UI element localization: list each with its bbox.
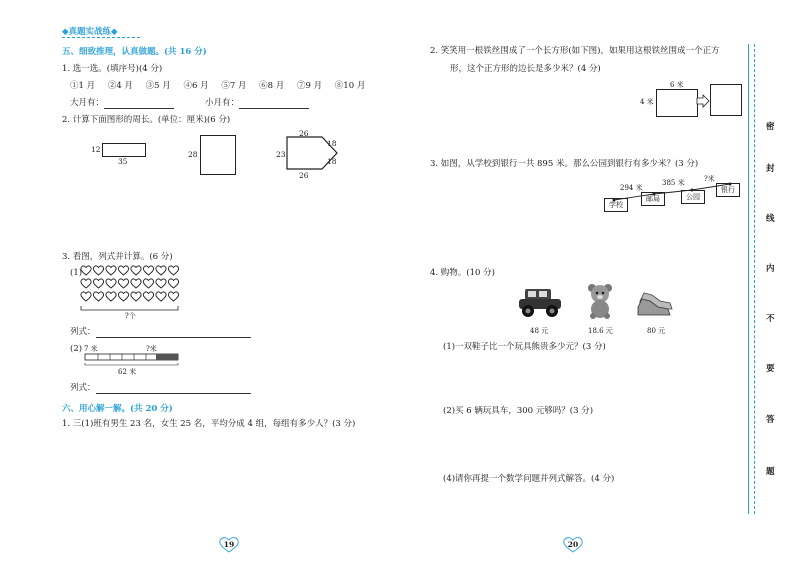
fig3-top-label: 26: [299, 129, 309, 138]
big-month-blank[interactable]: [104, 99, 174, 109]
fig2-left-label: 28: [188, 150, 198, 159]
formula1-blank[interactable]: [96, 328, 251, 338]
heart-icon: [168, 279, 178, 288]
route-d1: 294 米: [620, 184, 643, 192]
r-q4-1: (1)一双鞋子比一个玩具熊贵多少元？(3 分): [443, 342, 606, 352]
price-bear: 18.6 元: [588, 327, 613, 335]
r-q3: 3. 如图，从学校到银行一共 895 米。那么公园到银行有多少米？(3 分): [430, 159, 699, 169]
price-shoes: 80 元: [647, 327, 666, 335]
option: ④6 月: [183, 81, 209, 91]
r-q2-line1: 2. 笑笑用一根铁丝围成了一个长方形(如下图)，如果用这根铁丝围成一个正方: [430, 46, 720, 56]
toy-car-icon: [517, 283, 563, 319]
price-car: 48 元: [530, 327, 549, 335]
small-month-label: 小月有：: [205, 98, 240, 108]
option: ⑥8 月: [259, 81, 285, 91]
heart-icon: [93, 266, 103, 275]
q2-title: 2. 计算下面图形的周长。(单位：厘米)(6 分): [62, 115, 231, 125]
small-month-row: [205, 98, 309, 109]
heart-icon: [156, 266, 166, 275]
teddy-bear-icon: [585, 283, 615, 319]
heart-icon: [118, 266, 128, 275]
seal-char: 内: [766, 264, 775, 274]
formula2-label: 列式：: [70, 383, 96, 393]
heart-icon: [168, 292, 178, 301]
heart-icon: [93, 292, 103, 301]
section6-title: 六、用心解一解。(共 20 分): [62, 404, 173, 414]
part1-label: (1): [70, 268, 83, 278]
heart-icon: [143, 279, 153, 288]
rect-left-label: 4 米: [640, 98, 654, 106]
option: ①1 月: [70, 81, 96, 91]
badge-underline: [62, 37, 140, 38]
place-postoffice: 邮局: [641, 192, 665, 206]
arrow-icon: [696, 94, 710, 108]
heart-icon: [106, 292, 116, 301]
route-d2: 385 米: [662, 179, 685, 187]
heart-icon: [93, 279, 103, 288]
heart-icon: [131, 279, 141, 288]
fig1-bottom-label: 35: [118, 157, 128, 166]
heart-icon: [81, 292, 91, 301]
rect-top-label: 6 米: [670, 81, 684, 89]
heart-icon: [118, 279, 128, 288]
formula1-label: 列式：: [70, 327, 96, 337]
fig3-right-top-label: 18: [327, 139, 337, 148]
heart-icon: [143, 292, 153, 301]
r-q4-2: (2)买 6 辆玩具车，300 元够吗？(3 分): [443, 406, 594, 416]
heart-icon: [143, 266, 153, 275]
route-d3: ?米: [704, 175, 715, 183]
seal-char: 题: [766, 467, 775, 477]
heart-icon: [131, 266, 141, 275]
total-label: 62 米: [118, 368, 137, 376]
rectangle-figure: [102, 143, 146, 157]
page-number-left: 19: [223, 540, 235, 549]
section5-title: 五、细致推理，认真做题。(共 16 分): [62, 47, 207, 57]
seg-b-label: ?米: [146, 345, 157, 353]
heart-icon: [118, 292, 128, 301]
seal-char: 密: [766, 122, 775, 132]
option: ⑦9 月: [296, 81, 323, 91]
place-bank: 银行: [716, 183, 740, 197]
section-badge: ◆真题实战练◆: [62, 27, 118, 37]
r-q2-line2: 形，这个正方形的边长是多少米？(4 分): [450, 64, 601, 74]
seal-char: 不: [766, 314, 775, 324]
wire-rectangle: [656, 89, 698, 117]
seal-char: 线: [766, 214, 775, 224]
heart-icon: [106, 279, 116, 288]
seal-line-outer: [748, 44, 749, 514]
heart-icon: [156, 292, 166, 301]
part2-label: (2): [70, 344, 83, 354]
seal-char: 答: [766, 415, 775, 425]
big-month-label: 大月有：: [70, 98, 105, 108]
heart-icon: [168, 266, 178, 275]
formula2-blank[interactable]: [96, 384, 251, 394]
seal-char: 要: [766, 364, 775, 374]
heart-icon: [131, 292, 141, 301]
big-month-row: [70, 98, 174, 109]
seal-char: 封: [766, 164, 775, 174]
place-school: 学校: [604, 198, 628, 212]
s6-q1: 1. 三(1)班有男生 23 名，女生 25 名，平均分成 4 组，每组有多少人？(3 分): [62, 419, 356, 429]
target-square: [710, 84, 742, 116]
page-number-right: 20: [567, 540, 579, 549]
small-month-blank[interactable]: [239, 99, 309, 109]
heart-icon: [106, 266, 116, 275]
heart-icon: [81, 279, 91, 288]
seg-a-label: 7 米: [84, 345, 98, 353]
fig1-left-label: 12: [91, 145, 101, 154]
q1-title: 1. 选一选。(填序号)(4 分): [62, 64, 163, 74]
q1-options: [70, 81, 365, 92]
option: ⑧10 月: [334, 81, 366, 91]
option: ③5 月: [145, 81, 171, 91]
square-figure: [200, 135, 236, 175]
place-park: 公园: [681, 190, 705, 204]
formula1-row: [70, 327, 251, 338]
r-q4: 4. 购物。(10 分): [430, 268, 495, 278]
shoes-icon: [636, 287, 676, 317]
option: ⑤7 月: [221, 81, 247, 91]
q3-title: 3. 看图，列式并计算。(6 分): [62, 252, 173, 262]
fig3-left-label: 23: [276, 150, 286, 159]
option: ②4 月: [107, 81, 133, 91]
heart-icon: [156, 279, 166, 288]
heart-icon: [81, 266, 91, 275]
fig3-bottom-label: 26: [299, 171, 309, 180]
formula2-row: [70, 383, 251, 394]
hearts-count-label: ?个: [125, 312, 136, 320]
fig3-right-bottom-label: 18: [327, 157, 337, 166]
segment-bar: [84, 350, 180, 366]
seal-line-dashed: [754, 44, 755, 514]
r-q4-3: (4)请你再提一个数学问题并列式解答。(4 分): [443, 474, 615, 484]
